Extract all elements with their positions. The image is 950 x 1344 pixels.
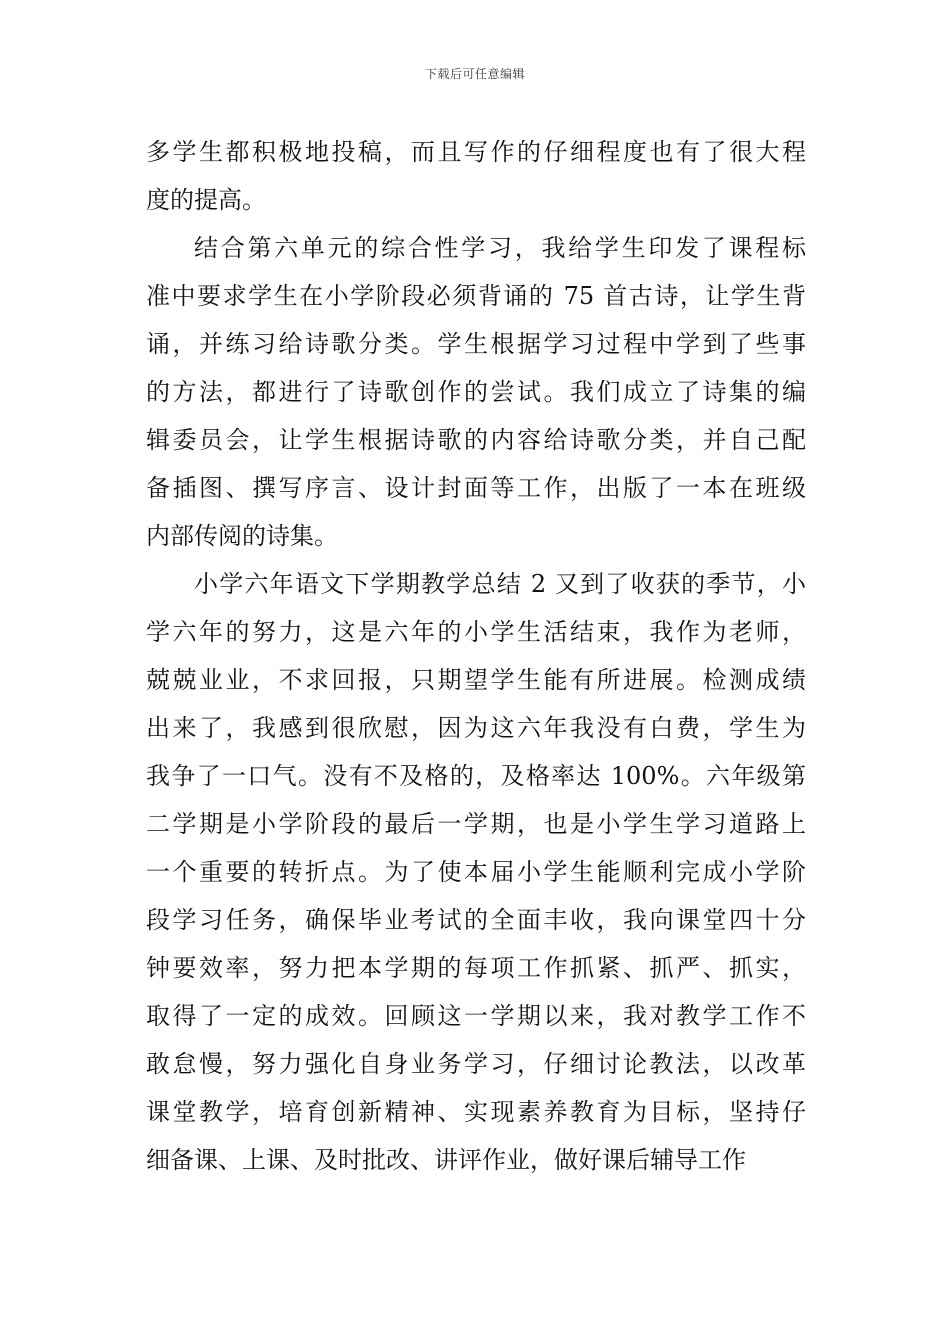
- text-line: 二学期是小学阶段的最后一学期，也是小学生学习道路上: [146, 810, 806, 838]
- text-line: 结合第六单元的综合性学习，我给学生印发了课程标: [194, 234, 806, 262]
- text-line: 诵，并练习给诗歌分类。学生根据学习过程中学到了些事: [146, 330, 806, 358]
- text-line: 我争了一口气。没有不及格的，及格率达 100%。六年级第: [146, 762, 806, 790]
- text-line: 课堂教学，培育创新精神、实现素养教育为目标，坚持仔: [146, 1098, 806, 1126]
- text-line: 内部传阅的诗集。: [146, 522, 338, 550]
- text-line: 兢兢业业，不求回报，只期望学生能有所进展。检测成绩: [146, 666, 806, 694]
- text-line: 细备课、上课、及时批改、讲评作业，做好课后辅导工作: [146, 1146, 746, 1174]
- text-line: 一个重要的转折点。为了使本届小学生能顺利完成小学阶: [146, 858, 806, 886]
- text-line: 段学习任务，确保毕业考试的全面丰收，我向课堂四十分: [146, 906, 806, 934]
- text-line: 学六年的努力，这是六年的小学生活结束，我作为老师，: [146, 618, 806, 646]
- text-line: 准中要求学生在小学阶段必须背诵的 75 首古诗，让学生背: [146, 282, 806, 310]
- text-line: 小学六年语文下学期教学总结 2 又到了收获的季节，小: [194, 570, 806, 598]
- text-line: 度的提高。: [146, 186, 266, 214]
- text-line: 取得了一定的成效。回顾这一学期以来，我对教学工作不: [146, 1002, 806, 1030]
- document-body: [146, 128, 806, 1184]
- text-line: 出来了，我感到很欣慰，因为这六年我没有白费，学生为: [146, 714, 806, 742]
- text-line: 的方法，都进行了诗歌创作的尝试。我们成立了诗集的编: [146, 378, 806, 406]
- text-line: 多学生都积极地投稿，而且写作的仔细程度也有了很大程: [146, 138, 806, 166]
- text-line: 辑委员会，让学生根据诗歌的内容给诗歌分类，并自己配: [146, 426, 806, 454]
- text-line: 备插图、撰写序言、设计封面等工作，出版了一本在班级: [146, 474, 806, 502]
- text-line: 敢怠慢，努力强化自身业务学习，仔细讨论教法，以改革: [146, 1050, 806, 1078]
- text-line: 钟要效率，努力把本学期的每项工作抓紧、抓严、抓实，: [146, 954, 806, 982]
- page-header: 下载后可任意编辑: [424, 67, 525, 81]
